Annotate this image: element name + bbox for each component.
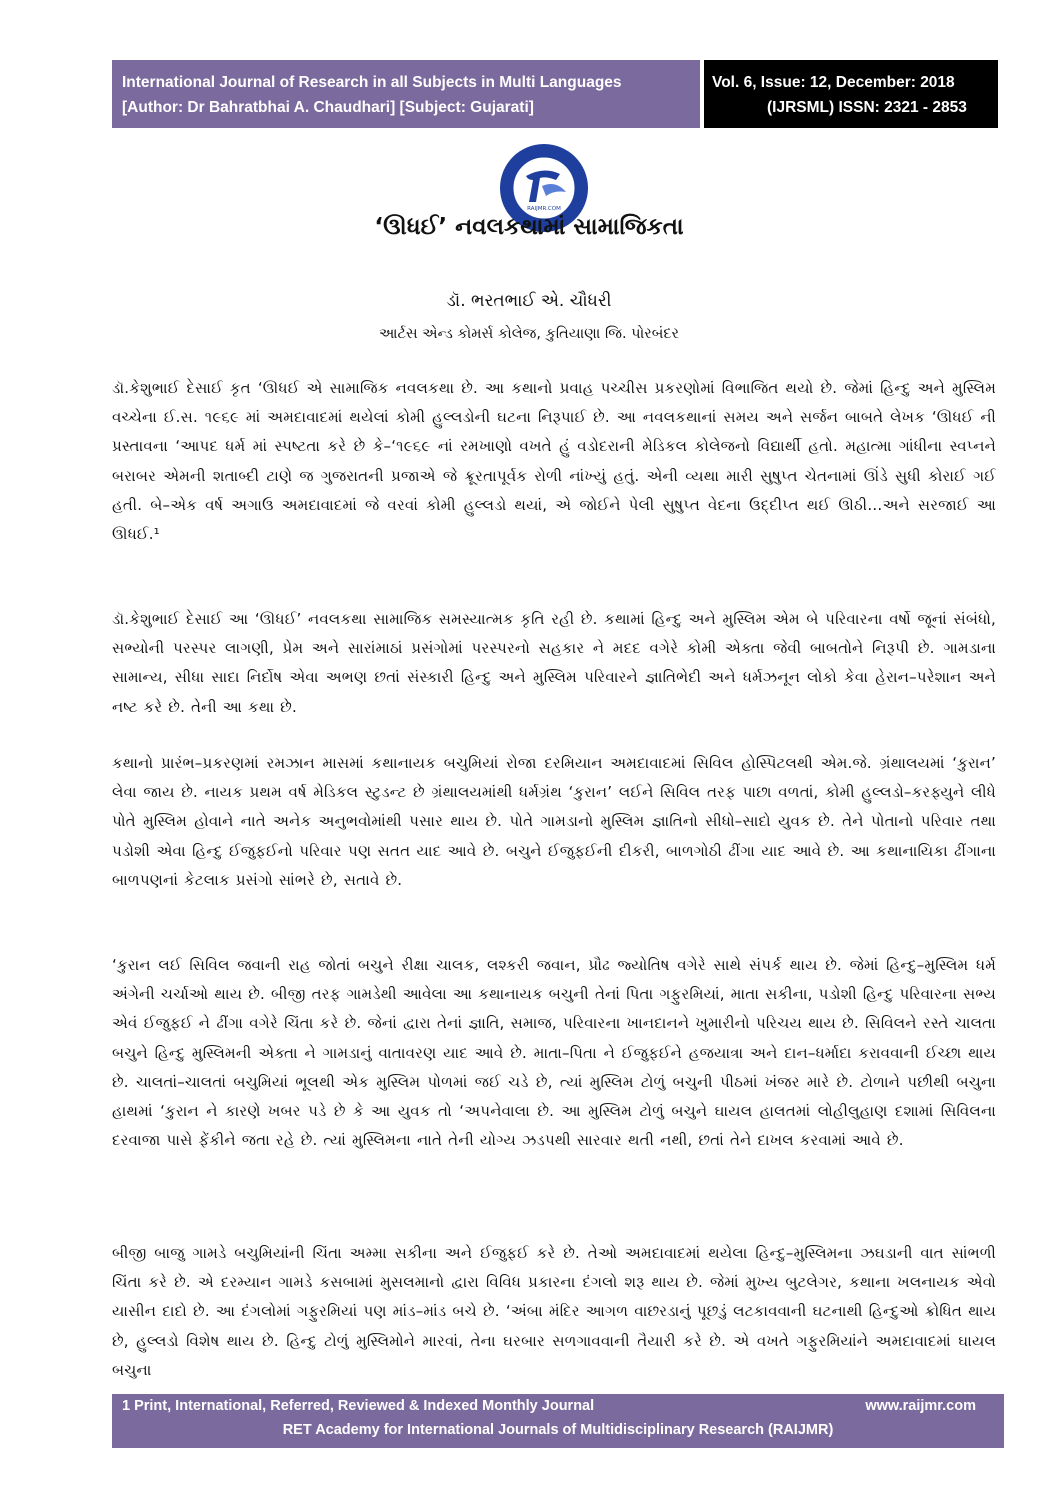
journal-header-band (112, 60, 700, 128)
article-title: ‘ઊધઈ’ નવલકથામાં સામાજિકતા (374, 214, 684, 240)
footer-publisher: RET Academy for International Journals of Multidisciplinary Research (RAIJMR) (282, 1422, 834, 1438)
paragraph: બીજી બાજુ ગામડે બચુમિયાંની ચિંતા અમ્મા સકીના અને ઈજુફઈ કરે છે. તેઓ અમદાવાદમાં થયેલા હિન્દુ–મુસ્લિમના ઝઘડાની વાત સાંભળી ચિંતા કરે છે. એ દરમ્યાન ગામડે કસબામાં મુસલમાનો દ્વારા વિવિધ પ્રકારના દંગલો શરૂ થાય છે. જેમાં મુખ્ય બુટલેગર, કથાના ખલનાયક એવો યાસીન દાદો છે. આ દંગલોમાં ગફુરમિયાં પણ માંડ–માંડ બચે છે. ‘અંબા મંદિર આગળ વાછરડાનું પૂછડું લટકાવવાની ઘટનાથી હિન્દુઓ ક્રોધિત થાય છે, હુલ્લડો વિશેષ થાય છે. હિન્દુ ટોળું મુસ્લિમોને મારવાં, તેના ઘરબાર સળગાવવાની તૈયારી કરે છે. એ વખતે ગફુરમિયાંને અમદાવાદમાં ઘાયલ બચુના (112, 1244, 996, 1379)
author-affiliation: આર્ટસ એન્ડ કોમર્સ કોલેજ, કુતિયાણા જિ. પોરબંદર (379, 326, 679, 342)
website-link[interactable]: www.raijmr.com (865, 1398, 976, 1414)
article-author: ડૉ. ભરતભાઈ એ. ચૌધરી (446, 291, 612, 311)
journal-name: International Journal of Research in all Subjects in Multi Languages (122, 74, 622, 91)
paragraph: ડૉ.કેશુભાઈ દેસાઈ આ ‘ઊધઈ’ નવલકથા સામાજિક સમસ્યાત્મક કૃતિ રહી છે. કથામાં હિન્દુ અને મુસ્લિમ એમ બે પરિવારના વર્ષો જૂનાં સંબંધો, સભ્યોની પરસ્પર લાગણી, પ્રેમ અને સારાંમાઠાં પ્રસંગોમાં પરસ્પરનો સહકાર ને મદદ વગેરે કોમી એક્તા જેવી બાબતોને નિરૂપી છે. ગામડાના સામાન્ય, સીધા સાદા નિર્દોષ એવા અભણ છતાં સંસ્કારી હિન્દુ અને મુસ્લિમ પરિવારને જ્ઞાતિભેદી અને ધર્મઝનૂન લોકો કેવા હેરાન–પરેશાન અને નષ્ટ કરે છે. તેની આ કથા છે. (112, 610, 996, 716)
paragraph: ડૉ.કેશુભાઈ દેસાઈ કૃત ‘ઊધઈ એ સામાજિક નવલકથા છે. આ કથાનો પ્રવાહ પચ્ચીસ પ્રકરણોમાં વિભાજિત થયો છે. જેમાં હિન્દુ અને મુસ્લિમ વચ્ચેના ઈ.સ. ૧૯૬૯ માં અમદાવાદમાં થયેલાં કોમી હુલ્લડોની ઘટના નિરૂપાઈ છે. આ નવલકથાનાં સમય અને સર્જન બાબતે લેખક ‘ઊધઈ ની પ્રસ્તાવના ‘આપદ ધર્મ માં સ્પષ્ટતા કરે છે કે–‘૧૯૬૯ નાં રમખાણો વખતે હું વડોદરાની મેડિકલ કોલેજનો વિદ્યાર્થી હતો. મહાત્મા ગાંધીના સ્વપ્નને બરાબર એમની શતાબ્દી ટાણે જ ગુજરાતની પ્રજાએ જે ક્રૂરતાપૂર્વક રોળી નાંખ્યું હતું. એની વ્યથા મારી સુષુપ્ત ચેતનામાં ઊંડે સુધી કોરાઈ ગઈ હતી. બે–એક વર્ષ અગાઉ અમદાવાદમાં જે વરવાં કોમી હુલ્લડો થયાં, એ જોઈને પેલી સુષુપ્ત વેદના ઉદ્દીપ્ત થઈ ઊઠી…અને સરજાઈ આ ઊધઈ.¹ (112, 379, 996, 544)
issn: (IJRSML) ISSN: 2321 - 2853 (767, 99, 967, 116)
volume-issue: Vol. 6, Issue: 12, December: 2018 (712, 74, 955, 91)
author-subject: [Author: Dr Bahratbhai A. Chaudhari] [Subject: Gujarati] (122, 99, 534, 116)
footer-journal-info: 1 Print, International, Referred, Reviewed & Indexed Monthly Journal (122, 1398, 595, 1414)
footer-band (112, 1394, 1004, 1448)
paragraph: ‘કુરાન લઈ સિવિલ જવાની રાહ જોતાં બચુને રીક્ષા ચાલક, લશ્કરી જવાન, પ્રૌઢ જ્યોતિષ વગેરે સાથે સંપર્ક થાય છે. જેમાં હિન્દુ–મુસ્લિમ ધર્મ અંગેની ચર્ચાઓ થાય છે. બીજી તરફ ગામડેથી આવેલા આ કથાનાયક બચુની તેનાં પિતા ગફુરમિયાં, માતા સકીના, પડોશી હિન્દુ પરિવારના સભ્ય એવં ઈજુફઈ ને ઢીંગા વગેરે ચિંતા કરે છે. જેનાં દ્વારા તેનાં જ્ઞાતિ, સમાજ, પરિવારના ખાનદાનને ખુમારીનો પરિચય થાય છે. સિવિલને રસ્તે ચાલતા બચુને હિન્દુ મુસ્લિમની એક્તા ને ગામડાનું વાતાવરણ યાદ આવે છે. માતા–પિતા ને ઈજુફઈને હજયાત્રા અને દાન–ધર્માદા કરાવવાની ઈચ્છા થાય છે. ચાલતાં–ચાલતાં બચુમિયાં ભૂલથી એક મુસ્લિમ પોળમાં જઈ ચડે છે, ત્યાં મુસ્લિમ ટોળું બચુની પીઠમાં ખંજર મારે છે. ટોળાને પછીથી બચુના હાથમાં ‘કુરાન ને કારણે ખબર પડે છે કે આ યુવક તો ‘અપનેવાલા છે. આ મુસ્લિમ ટોળું બચુને ઘાયલ હાલતમાં લોહીલુહાણ દશામાં સિવિલના દરવાજા પાસે ફેંકીને જતા રહે છે. ત્યાં મુસ્લિમના નાતે તેની યોગ્ય ઝડપથી સારવાર થતી નથી, છતાં તેને દાખલ કરવામાં આવે છે. (112, 956, 996, 1150)
issue-info-band (704, 60, 998, 128)
logo-text: RAIJMR.COM (527, 206, 561, 212)
paragraph: કથાનો પ્રારંભ–પ્રકરણમાં રમઝાન માસમાં કથાનાયક બચુમિયાં રોજા દરમિયાન અમદાવાદમાં સિવિલ હોસ્પિટલથી એમ.જે. ગ્રંથાલયમાં ‘કુરાન’ લેવા જાય છે. નાયક પ્રથમ વર્ષ મેડિકલ સ્ટુડન્ટ છે ગ્રંથાલયમાંથી ધર્મગ્રંથ ‘કુરાન’ લઈને સિવિલ તરફ પાછા વળતાં, કોમી હુલ્લડો–કરફ્યુને લીધે પોતે મુસ્લિમ હોવાને નાતે અનેક અનુભવોમાંથી પસાર થાય છે. પોતે ગામડાનો મુસ્લિમ જ્ઞાતિનો સીધો–સાદો યુવક છે. તેને પોતાનો પરિવાર તથા પડોશી એવા હિન્દુ ઈજુફઈનો પરિવાર પણ સતત યાદ આવે છે. બચુને ઈજુફઈની દીકરી, બાળગોઠી ઢીંગા યાદ આવે છે. આ કથાનાયિકા ઢીંગાના બાળપણનાં કેટલાક પ્રસંગો સાંભરે છે, સતાવે છે. (112, 754, 996, 889)
